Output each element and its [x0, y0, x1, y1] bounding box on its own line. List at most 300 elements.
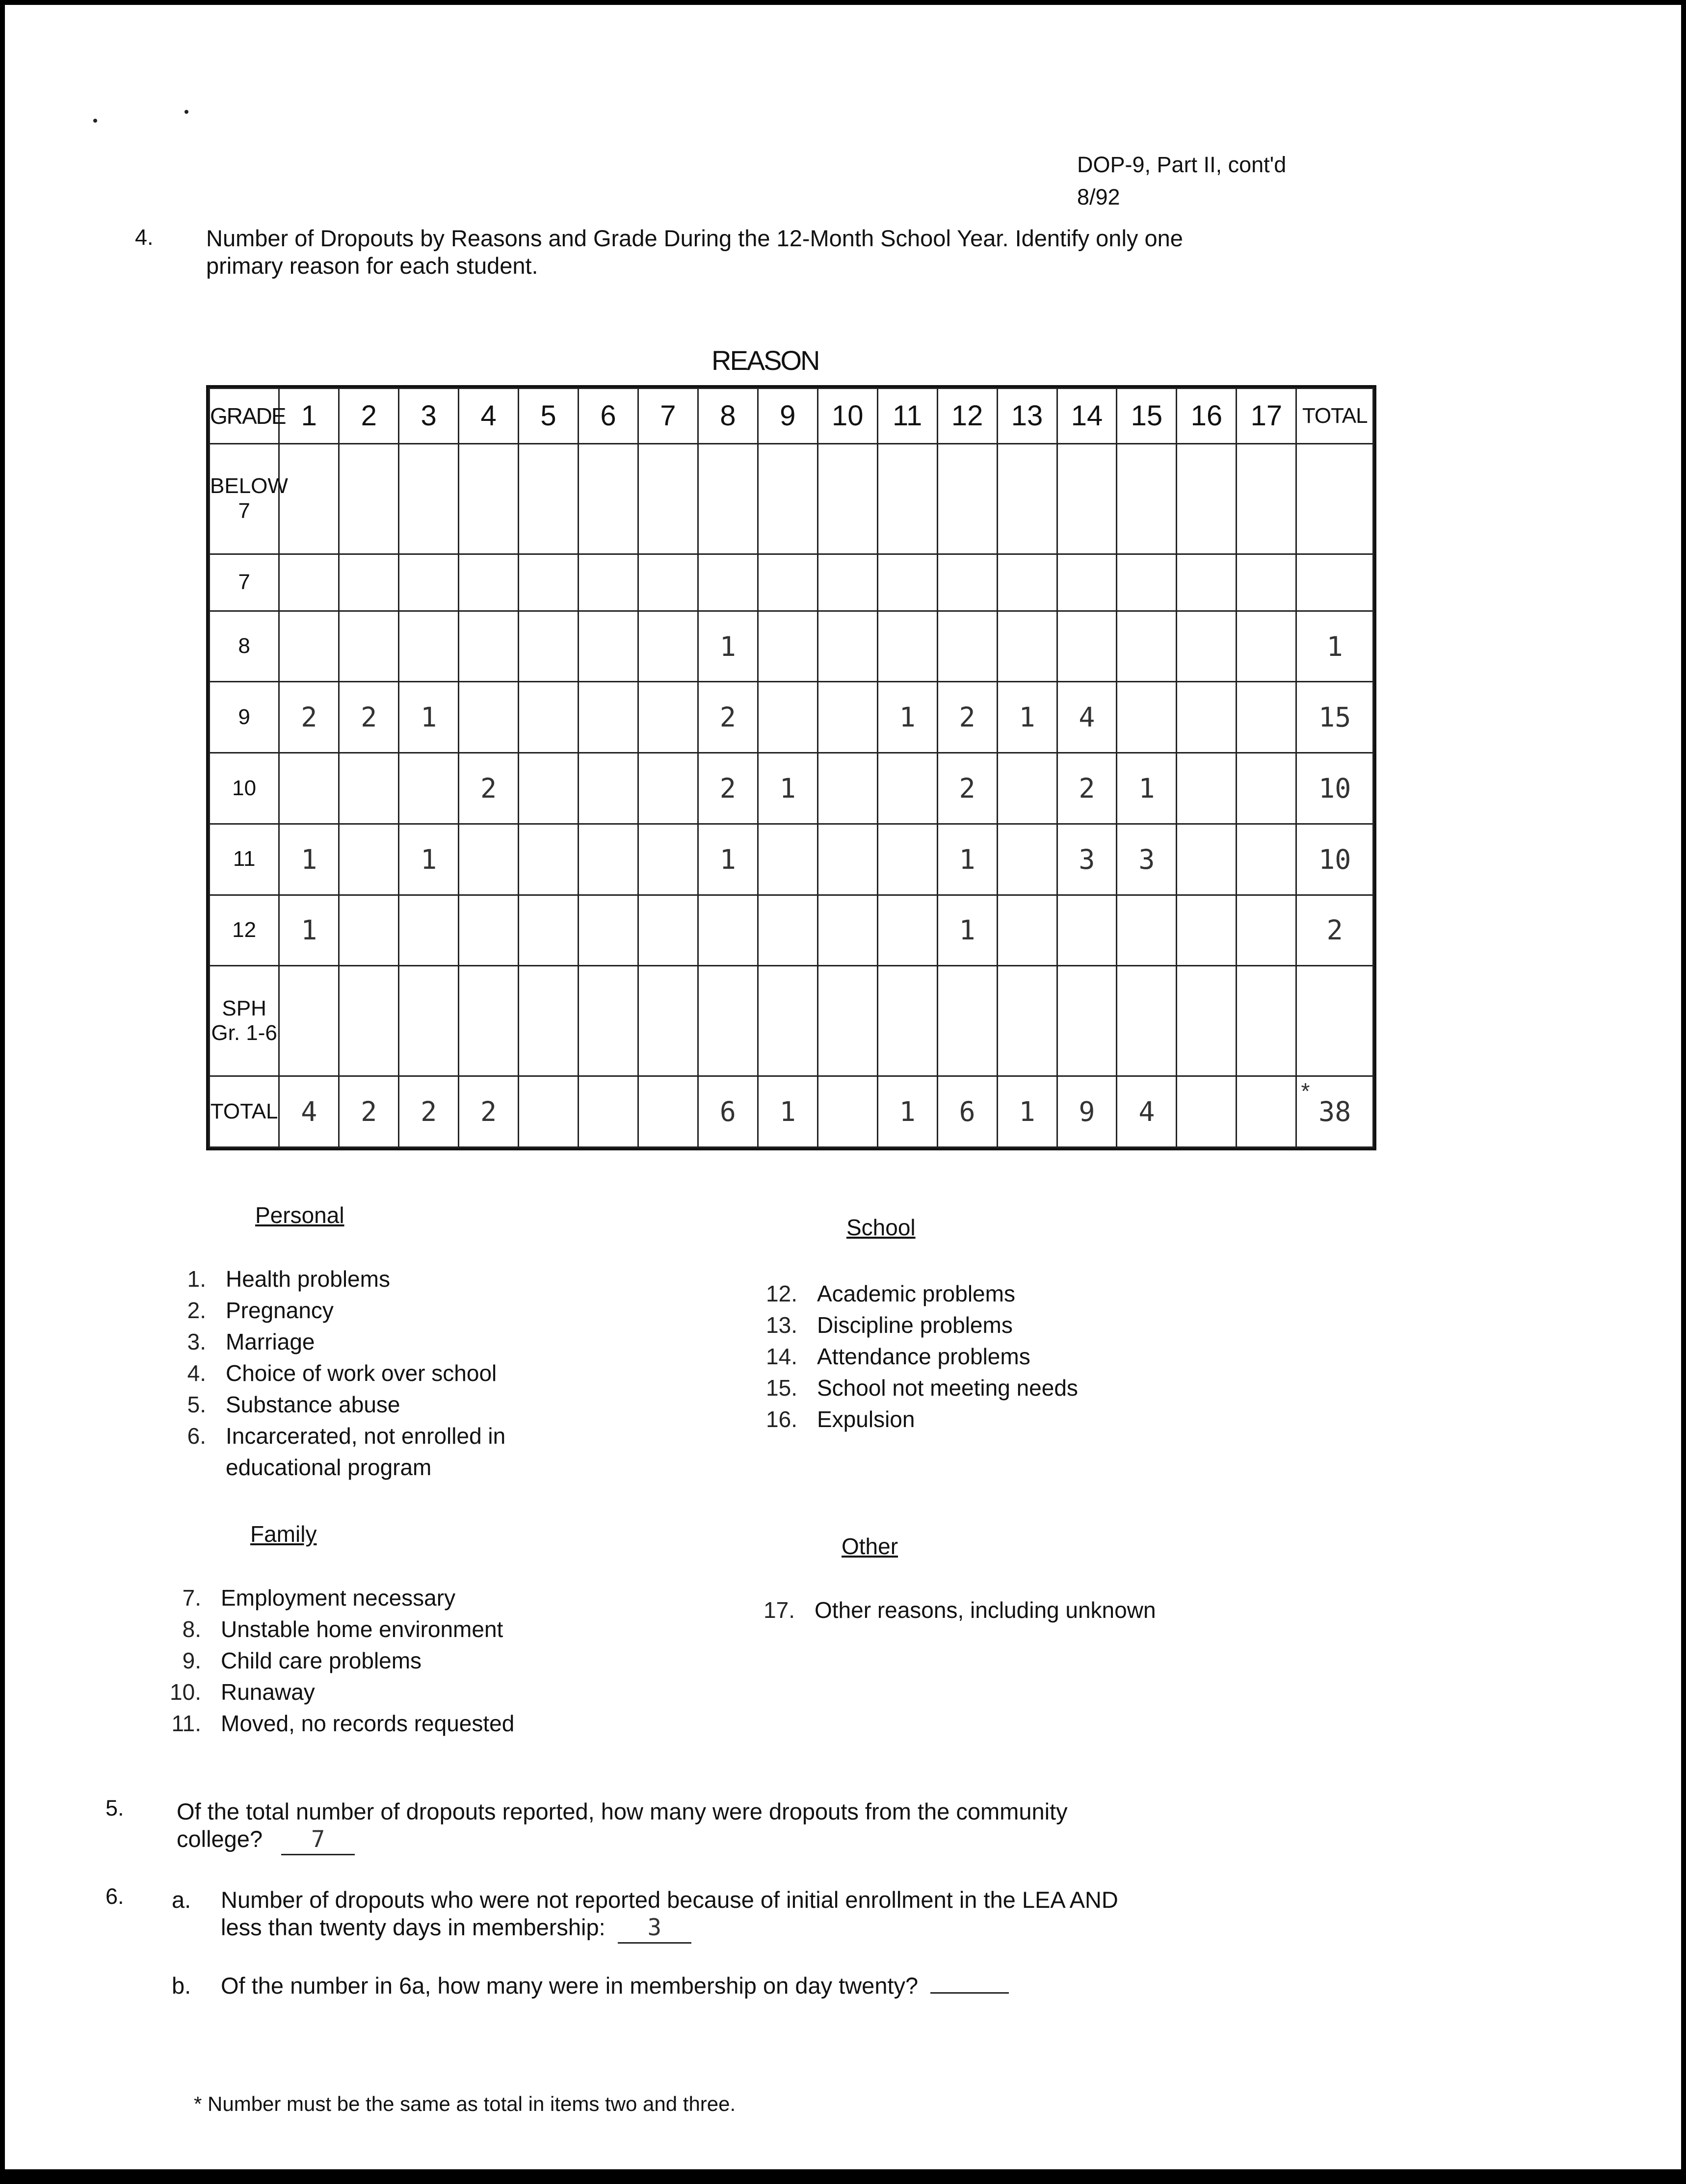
- count-cell[interactable]: [519, 1076, 579, 1147]
- reason-number: 15.: [766, 1375, 797, 1401]
- reason-column-header: 13: [997, 389, 1057, 444]
- count-cell[interactable]: 1: [997, 682, 1057, 753]
- count-cell[interactable]: 4: [1057, 682, 1117, 753]
- count-cell[interactable]: [698, 966, 758, 1076]
- reason-column-header: 5: [519, 389, 579, 444]
- count-cell[interactable]: [638, 895, 698, 966]
- reason-number: 4.: [187, 1360, 206, 1386]
- reason-label: Substance abuse: [226, 1392, 400, 1417]
- grade-label-cell: [210, 753, 279, 824]
- count-cell[interactable]: [817, 966, 877, 1076]
- reason-column-header: 2: [339, 389, 399, 444]
- count-cell[interactable]: 2: [937, 682, 997, 753]
- scan-speck: [93, 119, 97, 123]
- form-id: DOP-9, Part II, cont'd: [1077, 152, 1287, 177]
- reason-item: [743, 1372, 1078, 1404]
- grade-label-cell: [210, 611, 279, 682]
- grade-label-cell: [210, 682, 279, 753]
- count-cell[interactable]: [758, 682, 817, 753]
- count-cell[interactable]: 1: [698, 611, 758, 682]
- count-cell[interactable]: [997, 554, 1057, 611]
- question-5-line2-text: college?: [177, 1826, 263, 1852]
- row-total-value: 2: [1326, 914, 1343, 946]
- row-total-cell[interactable]: [1296, 443, 1373, 554]
- count-cell[interactable]: [399, 443, 459, 554]
- count-cell[interactable]: [279, 611, 339, 682]
- row-total-value: 10: [1318, 843, 1351, 875]
- count-cell[interactable]: [579, 443, 638, 554]
- question-4-line2: primary reason for each student.: [206, 253, 538, 279]
- count-cell[interactable]: [817, 682, 877, 753]
- count-cell[interactable]: [997, 611, 1057, 682]
- other-title: Other: [842, 1534, 898, 1559]
- count-cell[interactable]: [1177, 966, 1237, 1076]
- grade-row: [210, 895, 1373, 966]
- reason-label: School not meeting needs: [817, 1375, 1078, 1401]
- count-cell[interactable]: 1: [279, 824, 339, 895]
- row-total-value: 10: [1318, 772, 1351, 804]
- dropouts-grid: [209, 388, 1374, 1148]
- count-cell[interactable]: 1: [877, 682, 937, 753]
- count-cell[interactable]: [997, 443, 1057, 554]
- row-total-cell[interactable]: [1296, 682, 1373, 753]
- count-cell[interactable]: [1237, 966, 1296, 1076]
- count-cell[interactable]: [519, 682, 579, 753]
- reason-label: educational program: [226, 1455, 432, 1480]
- grade-header: GRADE: [210, 389, 279, 444]
- count-cell[interactable]: 1: [1117, 753, 1177, 824]
- reason-number: 16.: [766, 1406, 797, 1432]
- reason-item: [152, 1357, 505, 1389]
- count-cell[interactable]: 4: [279, 1076, 339, 1147]
- count-cell[interactable]: 2: [698, 753, 758, 824]
- count-cell[interactable]: [1117, 966, 1177, 1076]
- count-cell[interactable]: 2: [937, 753, 997, 824]
- grade-label-sub: 7: [238, 498, 250, 523]
- grade-row: [210, 611, 1373, 682]
- count-cell[interactable]: [638, 611, 698, 682]
- footnote: * Number must be the same as total in items two and three.: [194, 2092, 736, 2115]
- dropouts-table: [206, 385, 1376, 1150]
- reason-label: Runaway: [221, 1679, 315, 1705]
- grade-label: TOTAL: [210, 1099, 278, 1123]
- grade-row: [210, 1076, 1373, 1147]
- count-cell[interactable]: [817, 554, 877, 611]
- count-cell[interactable]: [579, 1076, 638, 1147]
- reason-item: [743, 1404, 1078, 1435]
- count-cell[interactable]: [877, 895, 937, 966]
- reason-column-header: 14: [1057, 389, 1117, 444]
- reason-number: 12.: [766, 1281, 797, 1306]
- count-cell[interactable]: [339, 443, 399, 554]
- reason-item: [147, 1613, 514, 1645]
- reason-column-header: 17: [1237, 389, 1296, 444]
- count-cell[interactable]: [579, 682, 638, 753]
- reason-number: 9.: [182, 1648, 201, 1673]
- count-cell[interactable]: [459, 443, 519, 554]
- count-cell[interactable]: [519, 611, 579, 682]
- count-cell[interactable]: [1237, 611, 1296, 682]
- reason-item: [152, 1263, 505, 1295]
- count-cell[interactable]: [937, 554, 997, 611]
- grade-label-cell: [210, 443, 288, 554]
- reason-label: Marriage: [226, 1329, 315, 1354]
- count-cell[interactable]: [399, 753, 459, 824]
- count-cell[interactable]: [519, 753, 579, 824]
- count-cell[interactable]: [1057, 443, 1117, 554]
- reason-label: Pregnancy: [226, 1298, 334, 1323]
- count-cell[interactable]: [758, 554, 817, 611]
- total-header: TOTAL: [1296, 389, 1373, 444]
- reason-column-header: 3: [399, 389, 459, 444]
- count-cell[interactable]: [459, 682, 519, 753]
- reason-number: 11.: [171, 1711, 201, 1736]
- document-page: [5, 5, 1681, 2169]
- question-5-number: 5.: [105, 1795, 124, 1820]
- count-cell[interactable]: 1: [997, 1076, 1057, 1147]
- family-list: [147, 1582, 514, 1739]
- count-cell[interactable]: [817, 753, 877, 824]
- reason-label: Expulsion: [817, 1406, 915, 1432]
- reason-number: 2.: [187, 1298, 206, 1323]
- reason-item: [743, 1278, 1078, 1309]
- count-cell[interactable]: 2: [339, 682, 399, 753]
- reason-item: [152, 1295, 505, 1326]
- count-cell[interactable]: [399, 611, 459, 682]
- count-cell[interactable]: [638, 1076, 698, 1147]
- reason-column-header: 15: [1117, 389, 1177, 444]
- count-cell[interactable]: [1117, 895, 1177, 966]
- count-cell[interactable]: [1177, 895, 1237, 966]
- personal-list: [152, 1263, 505, 1483]
- reason-column-header: 4: [459, 389, 519, 444]
- count-cell[interactable]: [698, 554, 758, 611]
- grade-label-sub: Gr. 1-6: [211, 1021, 277, 1045]
- grade-label: 12: [232, 918, 257, 942]
- count-cell[interactable]: [399, 554, 459, 611]
- count-cell[interactable]: [638, 554, 698, 611]
- count-cell[interactable]: 2: [459, 753, 519, 824]
- grade-label-cell: [210, 824, 279, 895]
- count-cell[interactable]: [1237, 1076, 1296, 1147]
- question-4-line1: Number of Dropouts by Reasons and Grade During the 12-Month School Year. Identify only one: [206, 225, 1183, 251]
- reason-column-header: 6: [579, 389, 638, 444]
- count-cell[interactable]: [339, 554, 399, 611]
- reason-number: 13.: [766, 1312, 797, 1338]
- grade-label-cell: [210, 895, 279, 966]
- count-cell[interactable]: [758, 443, 817, 554]
- reason-number: 8.: [182, 1616, 201, 1642]
- school-title: School: [846, 1215, 916, 1240]
- scan-speck: [184, 110, 188, 114]
- reason-item: [152, 1452, 505, 1483]
- count-cell[interactable]: [279, 966, 339, 1076]
- count-cell[interactable]: [1237, 824, 1296, 895]
- table-title: REASON: [711, 345, 819, 376]
- count-cell[interactable]: [339, 753, 399, 824]
- row-total-cell[interactable]: [1296, 824, 1373, 895]
- grade-row: [210, 966, 1373, 1076]
- reason-label: Academic problems: [817, 1281, 1015, 1306]
- count-cell[interactable]: [459, 824, 519, 895]
- count-cell[interactable]: 6: [698, 1076, 758, 1147]
- question-6a-label: a.: [172, 1887, 191, 1913]
- count-cell[interactable]: [1057, 554, 1117, 611]
- grade-label: 10: [232, 776, 257, 800]
- reason-label: Health problems: [226, 1266, 390, 1292]
- reason-column-header: 8: [698, 389, 758, 444]
- reason-item: [147, 1676, 514, 1708]
- count-cell[interactable]: 1: [877, 1076, 937, 1147]
- count-cell[interactable]: [1057, 611, 1117, 682]
- count-cell[interactable]: [638, 443, 698, 554]
- grade-row: [210, 824, 1373, 895]
- count-cell[interactable]: 1: [937, 824, 997, 895]
- reason-item: [741, 1594, 1156, 1626]
- reason-number: 5.: [187, 1392, 206, 1417]
- form-header: [1077, 149, 1286, 213]
- count-cell[interactable]: [519, 554, 579, 611]
- reason-number: 14.: [766, 1344, 797, 1369]
- count-cell[interactable]: [997, 824, 1057, 895]
- grade-label-cell: [210, 1076, 279, 1147]
- count-cell[interactable]: [1237, 753, 1296, 824]
- count-cell[interactable]: [339, 611, 399, 682]
- count-cell[interactable]: [579, 611, 638, 682]
- count-cell[interactable]: [1117, 682, 1177, 753]
- count-cell[interactable]: [817, 824, 877, 895]
- count-cell[interactable]: [997, 753, 1057, 824]
- question-5-answer[interactable]: 7: [281, 1826, 355, 1855]
- question-6a-line2-text: less than twenty days in membership:: [221, 1914, 606, 1941]
- count-cell[interactable]: [279, 443, 339, 554]
- reason-column-header: 7: [638, 389, 698, 444]
- count-cell[interactable]: [937, 443, 997, 554]
- count-cell[interactable]: [877, 824, 937, 895]
- count-cell[interactable]: 1: [279, 895, 339, 966]
- count-cell[interactable]: [1177, 824, 1237, 895]
- reason-label: Attendance problems: [817, 1344, 1030, 1369]
- count-cell[interactable]: [877, 966, 937, 1076]
- reason-item: [147, 1708, 514, 1739]
- count-cell[interactable]: 1: [399, 824, 459, 895]
- count-cell[interactable]: [937, 966, 997, 1076]
- count-cell[interactable]: 3: [1117, 824, 1177, 895]
- reason-column-header: 12: [937, 389, 997, 444]
- count-cell[interactable]: [1177, 682, 1237, 753]
- reason-item: [147, 1645, 514, 1676]
- count-cell[interactable]: 9: [1057, 1076, 1117, 1147]
- reason-item: [152, 1326, 505, 1357]
- count-cell[interactable]: [758, 824, 817, 895]
- grade-row: [210, 443, 1373, 554]
- reason-column-header: 11: [877, 389, 937, 444]
- count-cell[interactable]: 1: [758, 1076, 817, 1147]
- reason-item: [152, 1420, 505, 1452]
- count-cell[interactable]: [758, 611, 817, 682]
- grade-label: SPH: [222, 996, 266, 1020]
- reason-label: Other reasons, including unknown: [815, 1597, 1156, 1623]
- school-list: [743, 1278, 1078, 1435]
- reason-column-header: 10: [817, 389, 877, 444]
- count-cell[interactable]: 6: [937, 1076, 997, 1147]
- question-4-text: [206, 225, 1183, 280]
- personal-title: Personal: [255, 1202, 344, 1228]
- row-total-value: 38: [1318, 1096, 1351, 1128]
- reason-label: Choice of work over school: [226, 1360, 497, 1386]
- count-cell[interactable]: [459, 554, 519, 611]
- count-cell[interactable]: [698, 895, 758, 966]
- row-total-cell[interactable]: [1296, 611, 1373, 682]
- count-cell[interactable]: [519, 895, 579, 966]
- count-cell[interactable]: [1177, 1076, 1237, 1147]
- grade-label-cell: [210, 554, 279, 611]
- reason-label: Discipline problems: [817, 1312, 1013, 1338]
- question-6b-answer[interactable]: [930, 1992, 1009, 1994]
- count-cell[interactable]: [339, 895, 399, 966]
- count-cell[interactable]: 2: [698, 682, 758, 753]
- reason-label: Employment necessary: [221, 1585, 456, 1611]
- question-6a-answer[interactable]: 3: [618, 1914, 691, 1943]
- count-cell[interactable]: 1: [399, 682, 459, 753]
- count-cell[interactable]: [1117, 611, 1177, 682]
- reason-label: Incarcerated, not enrolled in: [226, 1423, 506, 1449]
- reason-item: [743, 1341, 1078, 1372]
- count-cell[interactable]: [579, 824, 638, 895]
- count-cell[interactable]: [817, 443, 877, 554]
- question-6b-text: [221, 1972, 1009, 2000]
- count-cell[interactable]: [638, 682, 698, 753]
- count-cell[interactable]: 1: [698, 824, 758, 895]
- count-cell[interactable]: 3: [1057, 824, 1117, 895]
- count-cell[interactable]: [399, 966, 459, 1076]
- grade-label: BELOW: [210, 474, 288, 498]
- form-date: 8/92: [1077, 184, 1120, 209]
- table-header-row: [210, 389, 1373, 444]
- count-cell[interactable]: [339, 824, 399, 895]
- reason-number: 17.: [764, 1597, 795, 1623]
- reason-number: 1.: [187, 1266, 206, 1292]
- reason-column-header: 9: [758, 389, 817, 444]
- count-cell[interactable]: [519, 443, 579, 554]
- count-cell[interactable]: 4: [1117, 1076, 1177, 1147]
- count-cell[interactable]: [1177, 611, 1237, 682]
- count-cell[interactable]: [1117, 554, 1177, 611]
- count-cell[interactable]: [519, 966, 579, 1076]
- count-cell[interactable]: [1237, 443, 1296, 554]
- grade-row: [210, 682, 1373, 753]
- count-cell[interactable]: [877, 443, 937, 554]
- count-cell[interactable]: [579, 895, 638, 966]
- count-cell[interactable]: [399, 895, 459, 966]
- question-5-line2: [177, 1825, 1068, 1855]
- grade-label: 11: [233, 847, 256, 871]
- count-cell[interactable]: [638, 753, 698, 824]
- count-cell[interactable]: 2: [1057, 753, 1117, 824]
- reason-item: [152, 1389, 505, 1420]
- reason-number: 6.: [187, 1423, 206, 1449]
- row-total-cell[interactable]: [1296, 554, 1373, 611]
- count-cell[interactable]: [279, 753, 339, 824]
- question-6b-label: b.: [172, 1973, 191, 1999]
- grade-row: [210, 554, 1373, 611]
- question-6b-question: Of the number in 6a, how many were in membership on day twenty?: [221, 1973, 919, 1999]
- count-cell[interactable]: [1237, 682, 1296, 753]
- count-cell[interactable]: 1: [937, 895, 997, 966]
- count-cell[interactable]: [758, 895, 817, 966]
- count-cell[interactable]: [877, 611, 937, 682]
- reason-number: 10.: [170, 1679, 201, 1705]
- question-6a-line1: Number of dropouts who were not reported because of initial enrollment in the LEA AND: [221, 1887, 1118, 1913]
- count-cell[interactable]: [817, 895, 877, 966]
- grade-row: [210, 753, 1373, 824]
- grade-label-cell: [210, 966, 279, 1076]
- row-total-value: 15: [1318, 702, 1351, 733]
- reason-column-header: 1: [279, 389, 339, 444]
- reason-label: Child care problems: [221, 1648, 422, 1673]
- count-cell[interactable]: 2: [459, 1076, 519, 1147]
- count-cell[interactable]: [817, 1076, 877, 1147]
- count-cell[interactable]: [579, 753, 638, 824]
- count-cell[interactable]: [519, 824, 579, 895]
- count-cell[interactable]: [1177, 753, 1237, 824]
- count-cell[interactable]: [339, 966, 399, 1076]
- row-total-cell[interactable]: [1296, 1076, 1373, 1147]
- count-cell[interactable]: [1057, 895, 1117, 966]
- count-cell[interactable]: [1057, 966, 1117, 1076]
- count-cell[interactable]: [997, 966, 1057, 1076]
- other-list: [741, 1594, 1156, 1626]
- row-total-cell[interactable]: [1296, 895, 1373, 966]
- reason-number: 7.: [182, 1585, 201, 1611]
- count-cell[interactable]: [1117, 443, 1177, 554]
- count-cell[interactable]: [817, 611, 877, 682]
- count-cell[interactable]: 1: [758, 753, 817, 824]
- count-cell[interactable]: [698, 443, 758, 554]
- count-cell[interactable]: [937, 611, 997, 682]
- question-6-number: 6.: [105, 1884, 124, 1909]
- count-cell[interactable]: [459, 966, 519, 1076]
- count-cell[interactable]: [459, 611, 519, 682]
- count-cell[interactable]: [638, 824, 698, 895]
- reason-label: Moved, no records requested: [221, 1711, 515, 1736]
- count-cell[interactable]: [1177, 554, 1237, 611]
- grade-label: 8: [238, 634, 250, 658]
- count-cell[interactable]: [1177, 443, 1237, 554]
- count-cell[interactable]: [638, 966, 698, 1076]
- count-cell[interactable]: [997, 895, 1057, 966]
- count-cell[interactable]: [579, 554, 638, 611]
- count-cell[interactable]: [1237, 554, 1296, 611]
- row-total-cell[interactable]: [1296, 753, 1373, 824]
- count-cell[interactable]: 2: [279, 682, 339, 753]
- count-cell[interactable]: [459, 895, 519, 966]
- question-5-line1: Of the total number of dropouts reported, how many were dropouts from the community: [177, 1798, 1068, 1824]
- total-asterisk: *: [1301, 1078, 1310, 1104]
- count-cell[interactable]: 2: [339, 1076, 399, 1147]
- count-cell[interactable]: [877, 554, 937, 611]
- count-cell[interactable]: [579, 966, 638, 1076]
- count-cell[interactable]: [758, 966, 817, 1076]
- row-total-cell[interactable]: [1296, 966, 1373, 1076]
- reason-number: 3.: [187, 1329, 206, 1354]
- count-cell[interactable]: [1237, 895, 1296, 966]
- count-cell[interactable]: [877, 753, 937, 824]
- count-cell[interactable]: [279, 554, 339, 611]
- row-total-value: 1: [1326, 630, 1343, 662]
- count-cell[interactable]: 2: [399, 1076, 459, 1147]
- reason-item: [147, 1582, 514, 1613]
